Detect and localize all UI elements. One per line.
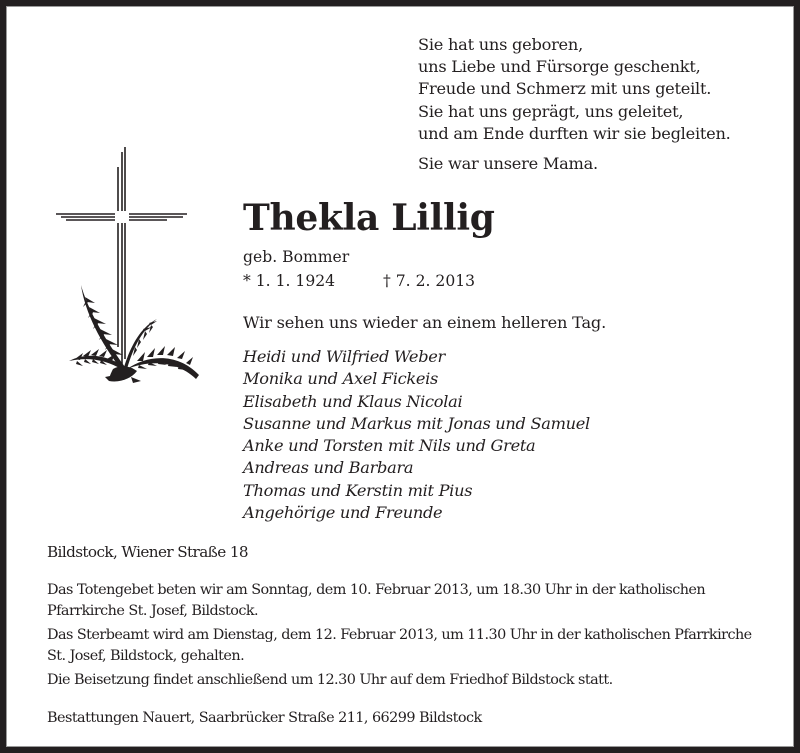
mourner-entry: Susanne und Markus mit Jonas und Samuel [243,413,590,433]
obituary-card [6,6,794,747]
birth-date: * 1. 1. 1924 [243,272,336,290]
mourner-entry: Anke und Torsten mit Nils und Greta [243,436,536,456]
poem-closing: Sie war unsere Mama. [418,154,598,174]
mourner-entry: Monika und Axel Fickeis [243,369,439,389]
motto: Wir sehen uns wieder an einem helleren Tag. [243,313,607,332]
requiem-mass-text: Das Sterbeamt wird am Dienstag, dem 12. Februar 2013, um 11.30 Uhr in der katholischen Pfarrkirche St. Josef, Bildstock, gehalten. [47,627,752,664]
poem-line: uns Liebe und Fürsorge geschenkt, [418,57,701,77]
cross-with-palm-branches-icon [47,147,207,387]
burial-text: Die Beisetzung findet anschließend um 12.30 Uhr auf dem Friedhof Bildstock statt. [47,672,613,688]
mourner-entry: Heidi und Wilfried Weber [243,347,445,366]
prayer-service-text: Das Totengebet beten wir am Sonntag, dem 10. Februar 2013, um 18.30 Uhr in der katholischen Pfarrkirche St. Josef, Bildstock. [47,582,706,619]
poem-line: Sie hat uns geprägt, uns geleitet, [418,101,684,121]
family-address: Bildstock, Wiener Straße 18 [47,543,248,561]
service-details [47,580,767,695]
poem-line: Freude und Schmerz mit uns geteilt. [418,79,712,99]
mourner-entry: Andreas und Barbara [243,458,414,478]
poem [418,34,731,175]
mourner-entry: Angehörige und Freunde [243,503,443,523]
death-date: † 7. 2. 2013 [383,272,476,290]
mourner-entry: Thomas und Kerstin mit Pius [243,480,473,500]
maiden-name: geb. Bommer [243,248,350,266]
poem-line: Sie hat uns geboren, [418,35,583,54]
deceased-name: Thekla Lillig [243,197,495,239]
poem-line: und am Ende durften wir sie begleiten. [418,123,731,143]
life-dates [243,272,476,290]
mourners-list [243,346,590,524]
mourner-entry: Elisabeth und Klaus Nicolai [243,391,463,411]
funeral-home: Bestattungen Nauert, Saarbrücker Straße 211, 66299 Bildstock [47,710,482,726]
